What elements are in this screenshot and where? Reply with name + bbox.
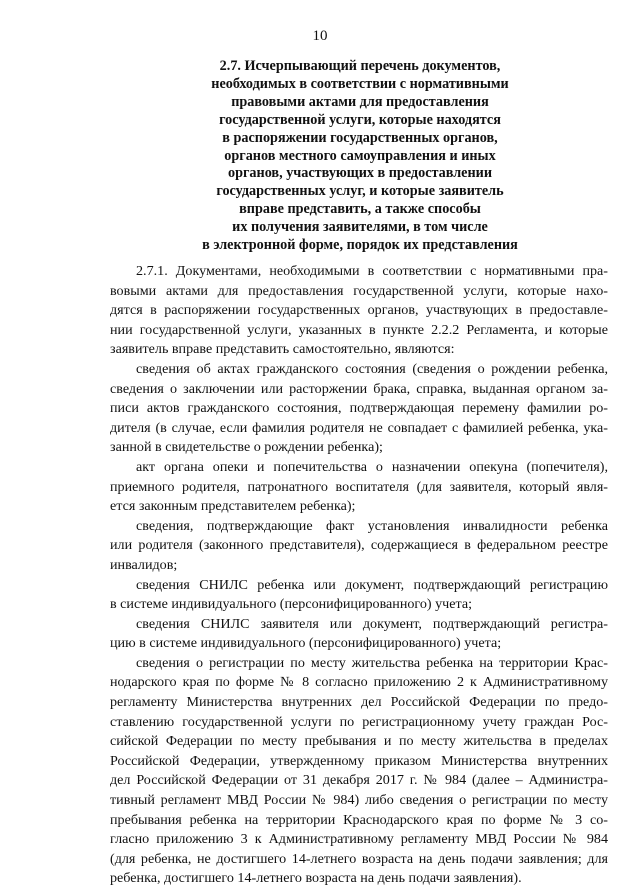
- text-line: гласно приложению 3 к Административному регламенту МВД России № 984: [110, 831, 608, 848]
- text-line: ребенка, достигшего 14-летнего возраста на день подачи заявления).: [110, 870, 522, 887]
- text-line: дятся в распоряжении государственных органов, участвующих в предоставле-: [110, 302, 608, 319]
- heading-line: государственных услуг, и которые заявитель: [216, 183, 504, 200]
- text-line: ставлению государственной услуги по регистрационному учету граждан Рос-: [110, 713, 608, 730]
- text-line: ется законным представителем ребенка);: [110, 498, 356, 515]
- text-line: нии государственной услуги, указанных в пункте 2.2.2 Регламента, и которые: [110, 321, 608, 338]
- text-line: инвалидов;: [110, 556, 178, 573]
- text-line: в системе индивидуального (персонифицированного) учета;: [110, 596, 473, 613]
- text-line: сийской Федерации по месту пребывания и по месту жительства в пределах: [110, 733, 608, 750]
- text-line: сведения о регистрации по месту жительства ребенка на территории Крас-: [136, 654, 608, 671]
- page-number: 10: [312, 28, 328, 44]
- paragraph-2-7-1: [110, 262, 608, 360]
- paragraph-civil-status: [110, 360, 608, 458]
- text-line: регламенту Министерства внутренних дел Российской Федерации по предо-: [110, 694, 608, 711]
- text-line: нодарского края по форме № 8 согласно приложению 2 к Административному: [110, 674, 608, 691]
- text-line: акт органа опеки и попечительства о назначении опекуна (попечителя),: [136, 458, 608, 475]
- text-line: дителя (в случае, если фамилия родителя не совпадает с фамилией ребенка, ука-: [110, 419, 608, 436]
- text-line: сведения, подтверждающие факт установления инвалидности ребенка: [136, 517, 608, 534]
- text-line: (для ребенка, не достигшего 14-летнего возраста на день подачи заявления; для: [110, 850, 608, 867]
- text-line: занной в свидетельстве о рождении ребенка);: [110, 439, 383, 456]
- heading-line: государственной услуги, которые находятся: [219, 111, 501, 128]
- paragraph-guardianship: [110, 458, 608, 517]
- text-line: Российской Федерации, утвержденному приказом Министерства внутренних: [110, 752, 608, 769]
- document-body: [110, 262, 608, 889]
- text-line: 2.7.1. Документами, необходимыми в соответствии с нормативными пра-: [136, 263, 608, 279]
- heading-line: вправе представить, а также способы: [239, 201, 481, 218]
- section-heading: [110, 58, 610, 255]
- text-line: цию в системе индивидуального (персонифицированного) учета;: [110, 635, 502, 652]
- text-line: вовыми актами для предоставления государственной услуги, которые нахо-: [110, 282, 608, 299]
- heading-line: 2.7. Исчерпывающий перечень документов,: [219, 58, 501, 74]
- paragraph-snils-child: [110, 576, 608, 615]
- text-line: сведения об актах гражданского состояния (сведения о рождении ребенка,: [136, 360, 608, 377]
- paragraph-registration: [110, 654, 608, 889]
- heading-line: в электронной форме, порядок их представления: [202, 237, 518, 254]
- text-line: сведения СНИЛС заявителя или документ, подтверждающий регистра-: [136, 615, 608, 632]
- paragraph-disability: [110, 517, 608, 576]
- heading-line: органов, участвующих в предоставлении: [228, 165, 492, 182]
- text-line: заявитель вправе представить самостоятельно, являются:: [110, 341, 455, 358]
- text-line: тивный регламент МВД России № 984) либо сведения о регистрации по месту: [110, 792, 608, 809]
- heading-line: необходимых в соответствии с нормативными: [211, 75, 509, 92]
- text-line: или родителя (законного представителя), содержащиеся в федеральном реестре: [110, 537, 608, 554]
- heading-line: их получения заявителями, в том числе: [232, 219, 488, 236]
- heading-line: в распоряжении государственных органов,: [222, 129, 498, 146]
- heading-line: правовыми актами для предоставления: [231, 93, 489, 110]
- heading-line: органов местного самоуправления и иных: [224, 147, 496, 164]
- text-line: приемного родителя, патронатного воспитателя (для заявителя, который явля-: [110, 478, 608, 495]
- paragraph-snils-applicant: [110, 615, 608, 654]
- text-line: пребывания ребенка на территории Краснодарского края по форме № 3 со-: [110, 811, 608, 828]
- text-line: дел Российской Федерации от 31 декабря 2017 г. № 984 (далее – Администра-: [110, 772, 608, 789]
- text-line: сведения СНИЛС ребенка или документ, подтверждающий регистрацию: [136, 576, 608, 593]
- text-line: писи актов гражданского состояния, подтверждающая перемену фамилии ро-: [110, 400, 608, 417]
- text-line: сведения о заключении или расторжении брака, справка, выданная органом за-: [110, 380, 608, 397]
